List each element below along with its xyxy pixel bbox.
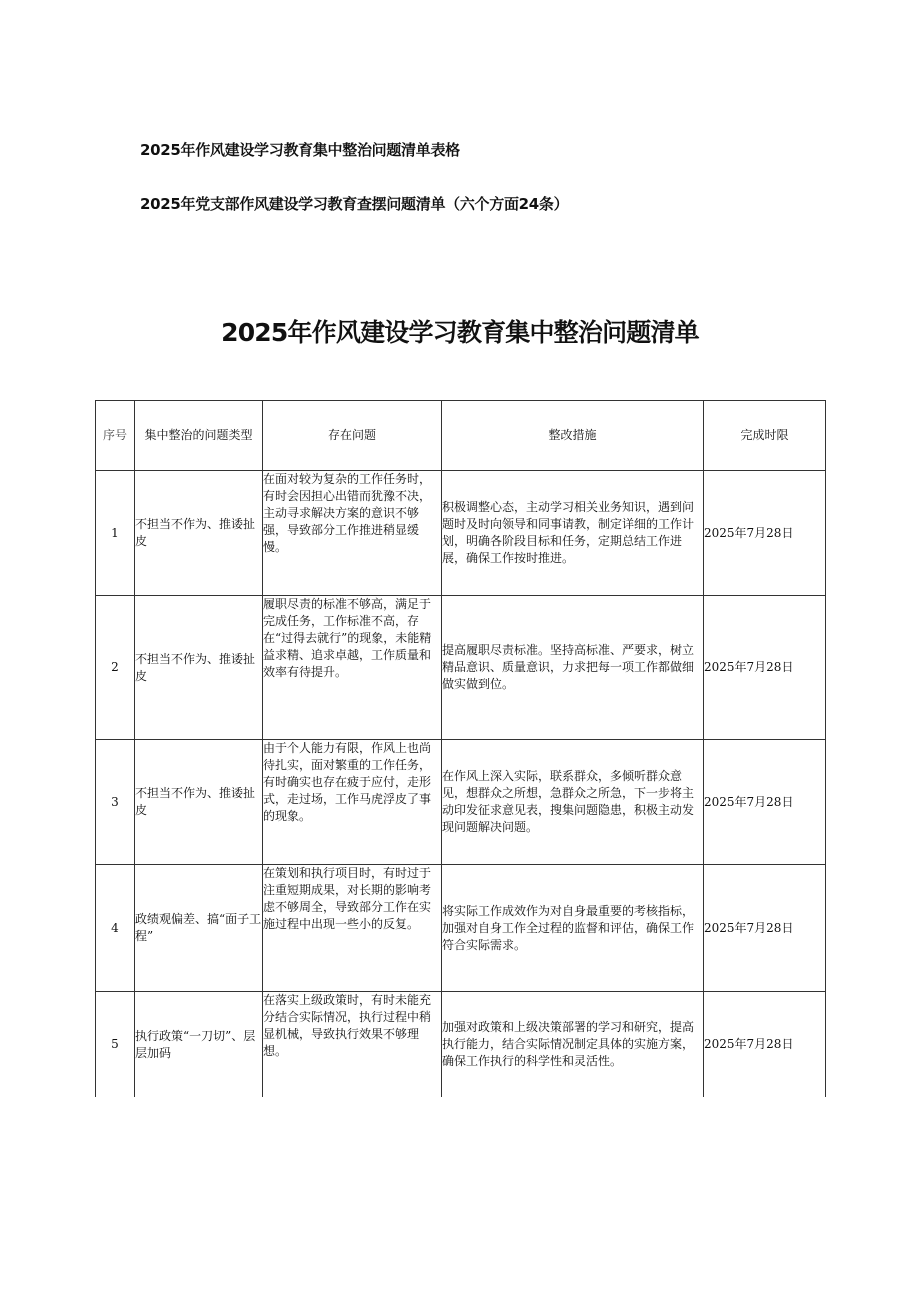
row-deadline: 2025年7月28日 <box>704 992 826 1098</box>
issues-table <box>95 400 826 1097</box>
row-type: 不担当不作为、推诿扯皮 <box>135 740 263 865</box>
header-measure: 整改措施 <box>442 401 704 471</box>
row-measure: 提高履职尽责标准。坚持高标准、严要求，树立精品意识、质量意识，力求把每一项工作都做细做实做到位。 <box>442 596 704 740</box>
row-measure: 积极调整心态，主动学习相关业务知识，遇到问题时及时向领导和同事请教，制定详细的工作计划，明确各阶段目标和任务，定期总结工作进展，确保工作按时推进。 <box>442 471 704 596</box>
table-row <box>96 471 826 596</box>
document-title: 2025年作风建设学习教育集中整治问题清单 <box>221 318 699 347</box>
row-type: 执行政策“一刀切”、层层加码 <box>135 992 263 1098</box>
row-deadline: 2025年7月28日 <box>704 740 826 865</box>
row-problem: 由于个人能力有限，作风上也尚待扎实，面对繁重的工作任务，有时确实也存在疲于应付，走形式，走过场，工作马虎浮皮了事的现象。 <box>263 740 442 865</box>
header-no: 序号 <box>96 401 135 471</box>
row-type: 不担当不作为、推诿扯皮 <box>135 471 263 596</box>
table-row <box>96 740 826 865</box>
row-no: 4 <box>96 865 135 992</box>
header-deadline: 完成时限 <box>704 401 826 471</box>
row-no: 2 <box>96 596 135 740</box>
header-problem: 存在问题 <box>263 401 442 471</box>
row-measure: 在作风上深入实际，联系群众，多倾听群众意见，想群众之所想，急群众之所急，下一步将主动印发征求意见表，搜集问题隐患，积极主动发现问题解决问题。 <box>442 740 704 865</box>
row-no: 1 <box>96 471 135 596</box>
header-type: 集中整治的问题类型 <box>135 401 263 471</box>
row-deadline: 2025年7月28日 <box>704 471 826 596</box>
row-type: 政绩观偏差、搞“面子工程” <box>135 865 263 992</box>
row-no: 3 <box>96 740 135 865</box>
row-deadline: 2025年7月28日 <box>704 865 826 992</box>
row-no: 5 <box>96 992 135 1098</box>
table-row <box>96 865 826 992</box>
row-problem: 在策划和执行项目时，有时过于注重短期成果，对长期的影响考虑不够周全，导致部分工作在实施过程中出现一些小的反复。 <box>263 865 442 992</box>
row-problem: 在落实上级政策时，有时未能充分结合实际情况，执行过程中稍显机械，导致执行效果不够理想。 <box>263 992 442 1098</box>
table-header-row <box>96 401 826 471</box>
subtitle-branch-heading: 2025年党支部作风建设学习教育查摆问题清单（六个方面24条） <box>140 195 569 213</box>
row-problem: 在面对较为复杂的工作任务时，有时会因担心出错而犹豫不决，主动寻求解决方案的意识不够强，导致部分工作推进稍显缓慢。 <box>263 471 442 596</box>
row-deadline: 2025年7月28日 <box>704 596 826 740</box>
table-row <box>96 992 826 1098</box>
row-problem: 履职尽责的标准不够高，满足于完成任务，工作标准不高，存在“过得去就行”的现象，未能精益求精、追求卓越，工作质量和效率有待提升。 <box>263 596 442 740</box>
row-type: 不担当不作为、推诿扯皮 <box>135 596 263 740</box>
subtitle-table-heading: 2025年作风建设学习教育集中整治问题清单表格 <box>140 141 460 159</box>
table-row <box>96 596 826 740</box>
row-measure: 加强对政策和上级决策部署的学习和研究，提高执行能力，结合实际情况制定具体的实施方案，确保工作执行的科学性和灵活性。 <box>442 992 704 1098</box>
row-measure: 将实际工作成效作为对自身最重要的考核指标，加强对自身工作全过程的监督和评估，确保工作符合实际需求。 <box>442 865 704 992</box>
